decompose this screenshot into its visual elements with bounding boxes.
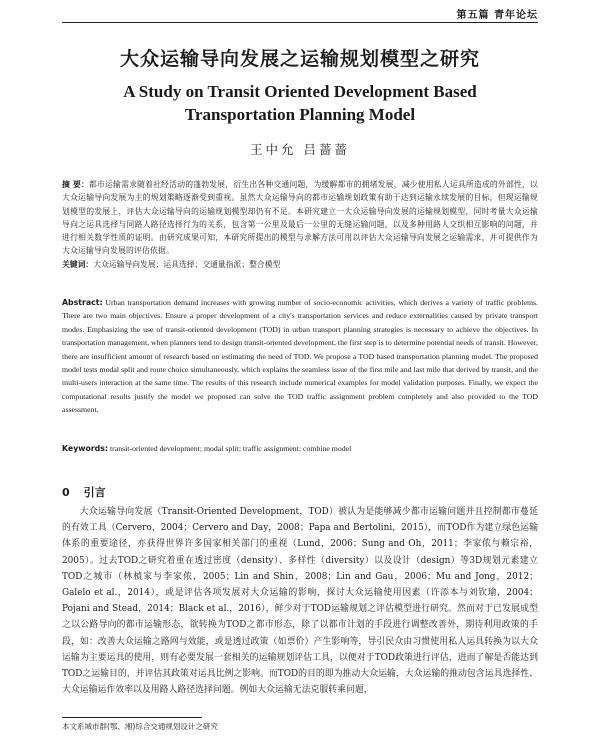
abstract-chinese [62, 178, 538, 258]
keywords-english [62, 443, 538, 455]
section-heading [62, 484, 106, 500]
running-head: 第五篇 青年论坛 [456, 10, 538, 21]
abstract-english [62, 296, 538, 417]
keywords-chinese-text: 大众运输导向发展；运具选择；交通量指派；整合模型 [93, 260, 281, 269]
authors: 王中允 吕蔷蔷 [250, 142, 350, 157]
abstract-chinese-label: 摘 要： [62, 180, 89, 189]
section-title: 引言 [83, 486, 106, 499]
abstract-chinese-text: 都市运输需求随着社经活动的蓬勃发展，衍生出各种交通问题，为缓解都市的拥堵发展，减少使用私人运具所造成的外部性，以大众运输导向发展为主的规划策略逐渐受到重视。虽然大众运输导向的都市运输规划政策有助于达到运输永续发展的目标，但现运输规划模型的发展上，评估大众运输导向的运输规划模型却仍有不足。本研究建立一大众运输导向发展的运输规划模型，同时考量大众运输导向之运具选择与同路人路径选择行为的关系，包含第一公里及最后一公里的无缝运输问题，以及多种用路人交织相互影响的问题，并进行相关数学性质的证明。由研究成果可知，本研究所提出的模型与求解方法可用以评估大众运输导向发展之运输需求，并可提供作为大众运输导向发展的评估依据。 [62, 180, 538, 256]
title-chinese: 大众运输导向发展之运输规划模型之研究 [119, 48, 480, 70]
title-english: A Study on Transit Oriented Development Based Transportation Planning Model [123, 82, 477, 124]
header-rule [62, 22, 538, 23]
footnote-rule [62, 717, 202, 718]
abstract-english-label: Abstract: [62, 298, 103, 307]
keywords-english-label: Keywords: [62, 444, 109, 453]
footnote: 本文系城市群(鄂、湘)综合交通规划设计之研究 [62, 722, 218, 731]
keywords-chinese [62, 259, 538, 271]
keywords-chinese-label: 关键词： [62, 260, 94, 269]
keywords-english-text: transit-oriented development; modal split; traffic assignment; combine model [109, 444, 352, 453]
section-number: 0 [62, 486, 70, 499]
abstract-english-text: Urban transportation demand increases with growing number of socio-economic activities, which derives a variety of traffic problems. There are two main objectives. Ensure a proper development of a city's transportation services and reduce externalities caused by private transport modes. Emphasizing the use of transit-oriented development (TOD) in urban transport planning strategies is necessary to achieve the objectives. In transportation management, when planners tend to design transit-oriented development, the first step is to determine potential needs of transit. However, there are insufficient amount of research based on estimating the need of TOD. We propose a TOD based transportation planning model. The proposed model tests modal split and route choice simultaneously, which explains the seamless issue of the first mile and last mile that derived by transit, and the multi-users interaction at the same time. The results of this research include numerical examples for model validation purposes. Finally, we expect the computational results justify the model we proposed can solve the TOD traffic assignment problem completely and also provided to the TOD assessment. [62, 298, 538, 415]
body-paragraph: 大众运输导向发展（Transit-Oriented Development，TOD）被认为是能够减少都市运输问题并且控制都市蔓延的有效工具（Cervero，2004；Cervero and Day，2008；Papa and Bertolini，2015），而TOD作为建立绿色运输体系的重要途径，亦获得世界许多国家相关部门的重视（Lund，2006；Sung and Oh，2011；李家侬与赖宗裕，2005）。过去TOD之研究着重在透过密度（density）、多样性（diversity）以及设计（design）等3D规划元素建立TOD之城市（林楨家与李家侬，2005；Lin and Shin，2008；Lin and Gau，2006；Mu and Jong，2012；Galelo et al.，2014），或是评估各项发展对大众运输的影响，探讨大众运输使用因素（许添本与刘钦瑜，2004；Pojani and Stead，2014；Black et al.，2016），鲜少对于TOD运输规划之评估模型进行研究。然而对于已发展成型之以公路导向的都市运输形态，欲转换为TOD之都市形态，除了以都市计划的手段进行调整改善外，期待利用政策的手段，如：改善大众运输之路网与效能，或是透过政策（如票价）产生影响等，导引民众由习惯使用私人运具转换为以大众运输为主要运具的使用，则有必要发展一套相关的运输规划评估工具，以便对于TOD政策进行评估，进而了解是否能达到TOD之运输目的，并评估其政策对运具比例之影响。而TOD的目的即为推动大众运输，大众运输的推动包含运具选择性、大众运输运作效率以及用路人路径选择问题。例如大众运输无法克服转乘问题， [62, 507, 538, 696]
